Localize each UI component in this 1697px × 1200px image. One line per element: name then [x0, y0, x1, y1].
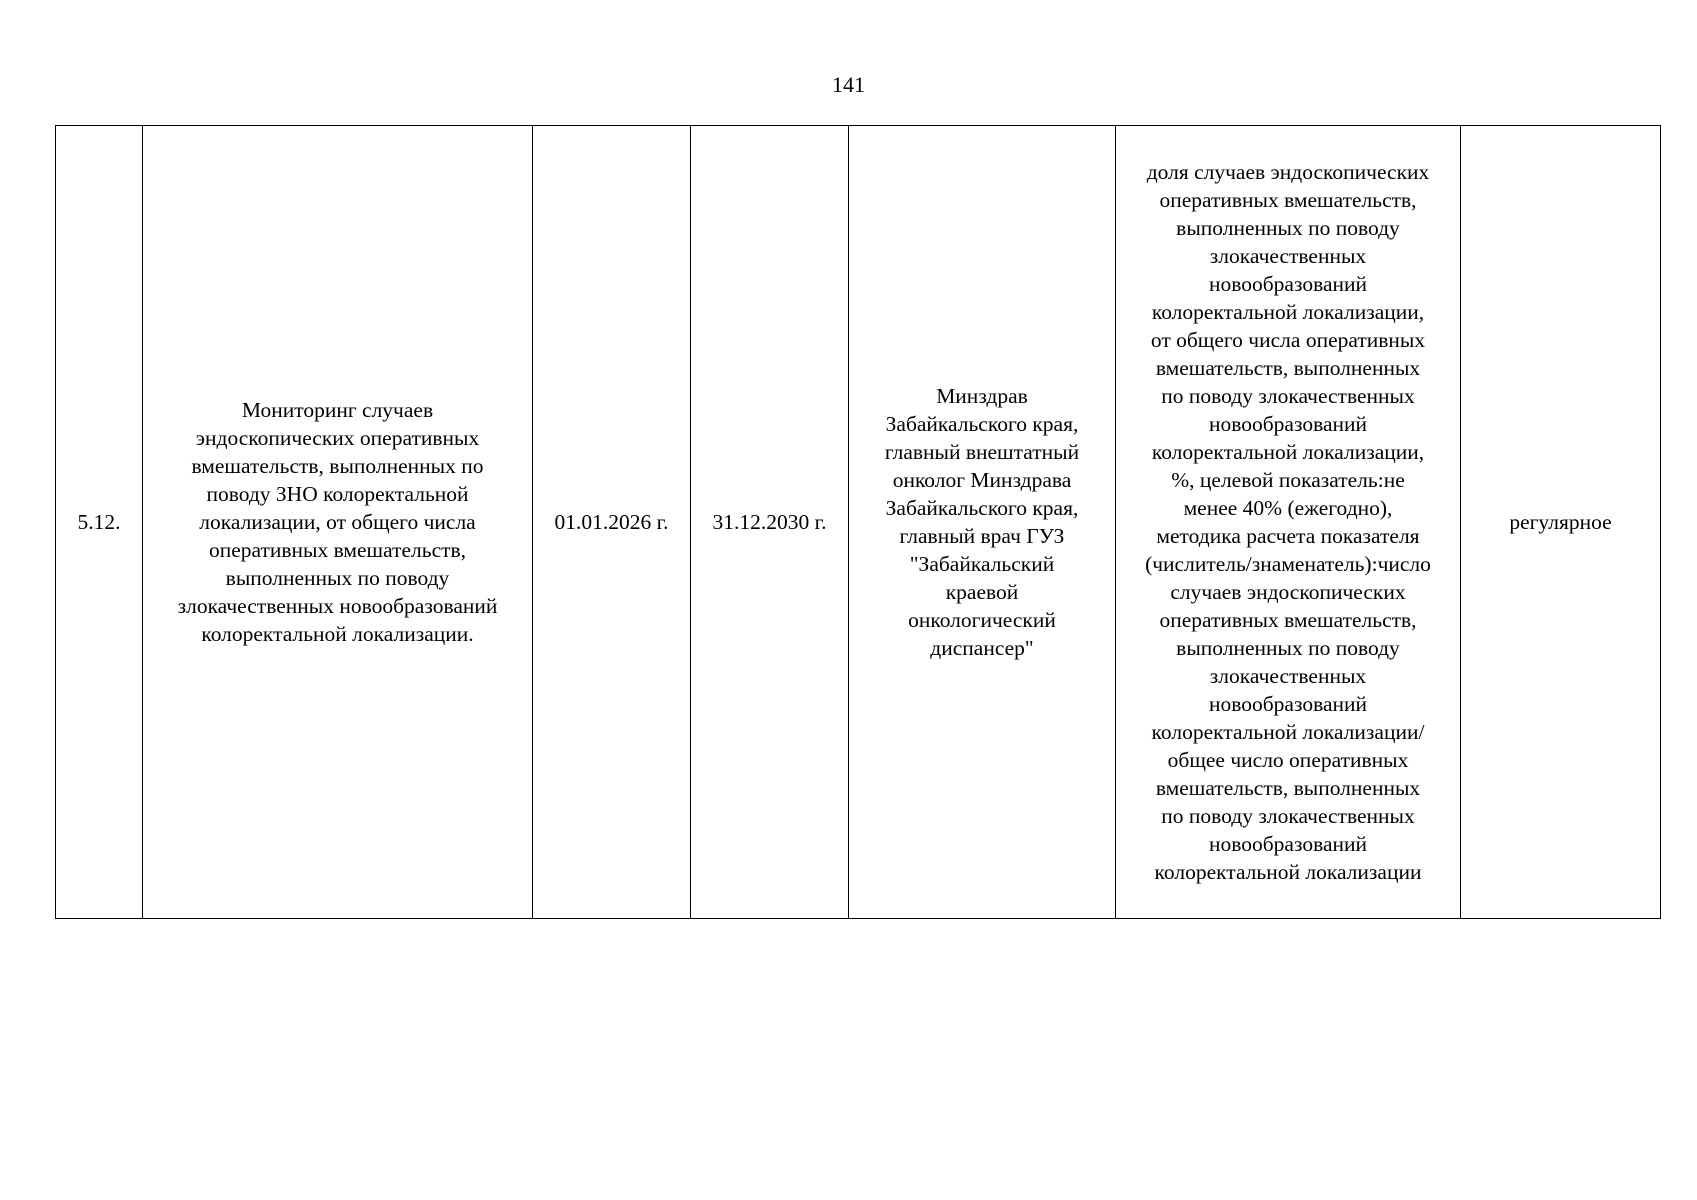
start-date-cell: [533, 126, 691, 919]
indicator-description: доля случаев эндоскопических оперативных вмешательств, выполненных по поводу злокачественных новообразований колоректальной локализации, от общего числа оперативных вмешательств, выполненных по поводу злокачественных новообразований колоректальной локализации, %, целевой показатель:не менее 40% (ежегодно), методика расчета показателя (числитель/знаменатель):число случаев эндоскопических оперативных вмешательств, выполненных по поводу злокачественных новообразований колоректальной локализации/ общее число оперативных вмешательств, выполненных по поводу злокачественных новообразований колоректальной локализации: [1145, 160, 1431, 884]
plan-table: [55, 125, 1661, 919]
page-number: 141: [832, 72, 865, 97]
row-number-cell: [56, 126, 143, 919]
periodicity-cell: [1461, 126, 1661, 919]
periodicity: регулярное: [1509, 510, 1612, 534]
row-number: 5.12.: [77, 510, 121, 534]
end-date: 31.12.2030 г.: [712, 510, 827, 534]
measure-description: Мониторинг случаев эндоскопических оперативных вмешательств, выполненных по поводу ЗНО колоректальной локализации, от общего числа оперативных вмешательств, выполненных по поводу злокачественных новообразований колоректальной локализации.: [177, 398, 498, 646]
start-date: 01.01.2026 г.: [554, 510, 669, 534]
indicator-cell: [1116, 126, 1461, 919]
responsible-cell: [849, 126, 1116, 919]
end-date-cell: [691, 126, 849, 919]
responsible-executors: Минздрав Забайкальского края, главный внештатный онколог Минздрава Забайкальского края, главный врач ГУЗ "Забайкальский краевой онкологический диспансер": [884, 384, 1080, 660]
table-row: [56, 126, 1661, 919]
description-cell: [143, 126, 533, 919]
